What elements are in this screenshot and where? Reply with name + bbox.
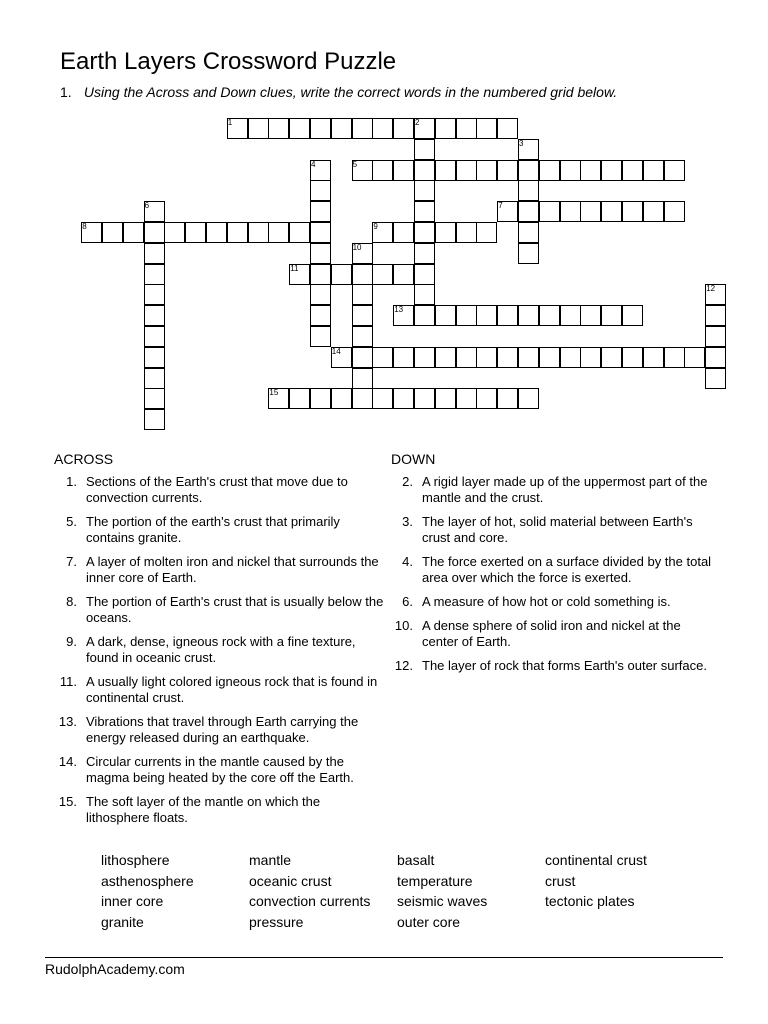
grid-cell[interactable]: [393, 347, 414, 368]
cell-clue-number: 2: [415, 118, 420, 127]
down-clue: [384, 618, 714, 650]
grid-cell[interactable]: [144, 201, 165, 222]
grid-cell[interactable]: [310, 388, 331, 409]
grid-cell[interactable]: [393, 118, 414, 139]
grid-cell[interactable]: [435, 160, 456, 181]
grid-cell[interactable]: [372, 118, 393, 139]
grid-cell[interactable]: [684, 347, 705, 368]
grid-cell[interactable]: [144, 222, 165, 243]
grid-cell[interactable]: [664, 160, 685, 181]
clue-text: The portion of Earth's crust that is usually below the oceans.: [86, 594, 384, 625]
grid-cell[interactable]: [227, 222, 248, 243]
grid-cell[interactable]: [352, 284, 373, 305]
grid-cell[interactable]: [144, 347, 165, 368]
clue-number: 12.: [394, 658, 413, 673]
grid-cell[interactable]: [164, 222, 185, 243]
clue-text: Circular currents in the mantle caused by the magma being heated by the core off the Earth.: [86, 754, 354, 785]
grid-cell[interactable]: [705, 284, 726, 305]
grid-cell[interactable]: [518, 222, 539, 243]
grid-cell[interactable]: [310, 118, 331, 139]
grid-cell[interactable]: [539, 201, 560, 222]
grid-cell[interactable]: [476, 388, 497, 409]
grid-cell[interactable]: [456, 222, 477, 243]
grid-cell[interactable]: [393, 305, 414, 326]
grid-cell[interactable]: [643, 347, 664, 368]
grid-cell[interactable]: [580, 305, 601, 326]
grid-cell[interactable]: [518, 305, 539, 326]
grid-cell[interactable]: [539, 305, 560, 326]
across-clue: [48, 674, 384, 706]
grid-cell[interactable]: [414, 160, 435, 181]
grid-cell[interactable]: [144, 368, 165, 389]
grid-cell[interactable]: [248, 222, 269, 243]
grid-cell[interactable]: [539, 347, 560, 368]
grid-cell[interactable]: [580, 347, 601, 368]
grid-cell[interactable]: [622, 305, 643, 326]
cell-clue-number: 6: [144, 201, 150, 211]
grid-cell[interactable]: [435, 305, 456, 326]
grid-cell[interactable]: [268, 222, 289, 243]
grid-cell[interactable]: [310, 201, 331, 222]
grid-cell[interactable]: [144, 243, 165, 264]
grid-cell[interactable]: [435, 388, 456, 409]
crossword-grid: [0, 0, 768, 450]
grid-cell[interactable]: [268, 388, 289, 409]
grid-cell[interactable]: [476, 118, 497, 139]
grid-cell[interactable]: [705, 347, 726, 368]
cell-clue-number: 3: [519, 138, 524, 148]
grid-cell[interactable]: [352, 243, 373, 264]
clue-text: The force exerted on a surface divided by the total area over which the force is exerted.: [422, 554, 712, 585]
grid-cell[interactable]: [144, 326, 165, 347]
grid-cell[interactable]: [310, 264, 331, 285]
clue-number: 11.: [59, 674, 77, 689]
grid-cell[interactable]: [560, 160, 581, 181]
grid-cell[interactable]: [456, 305, 477, 326]
grid-cell[interactable]: [643, 160, 664, 181]
grid-cell[interactable]: [601, 160, 622, 181]
grid-cell[interactable]: [372, 222, 393, 243]
grid-cell[interactable]: [518, 347, 539, 368]
clue-text: A dark, dense, igneous rock with a fine texture, found in oceanic crust.: [86, 634, 356, 665]
grid-cell[interactable]: [310, 222, 331, 243]
clue-text: A measure of how hot or cold something is.: [422, 594, 671, 609]
grid-cell[interactable]: [414, 180, 435, 201]
grid-cell[interactable]: [705, 368, 726, 389]
grid-cell[interactable]: [456, 347, 477, 368]
grid-cell[interactable]: [393, 222, 414, 243]
word-bank-item: continental crust: [545, 852, 647, 868]
page-title: Earth Layers Crossword Puzzle: [60, 48, 397, 75]
grid-cell[interactable]: [414, 388, 435, 409]
cell-clue-number: 14: [331, 346, 341, 356]
cell-clue-number: 7: [498, 201, 503, 211]
grid-cell[interactable]: [622, 201, 643, 222]
grid-cell[interactable]: [456, 388, 477, 409]
grid-cell[interactable]: [518, 243, 539, 264]
grid-cell[interactable]: [331, 264, 352, 285]
grid-cell[interactable]: [352, 118, 373, 139]
grid-cell[interactable]: [331, 347, 352, 368]
grid-cell[interactable]: [705, 305, 726, 326]
word-bank-item: pressure: [249, 913, 304, 930]
grid-cell[interactable]: [414, 243, 435, 264]
grid-cell[interactable]: [497, 160, 518, 181]
grid-cell[interactable]: [331, 388, 352, 409]
grid-cell[interactable]: [248, 118, 269, 139]
cell-clue-number: 8: [82, 222, 87, 231]
word-bank-item: granite: [101, 913, 144, 930]
clue-number: 6.: [402, 594, 413, 609]
grid-cell[interactable]: [518, 160, 539, 181]
word-bank-item: mantle: [249, 852, 292, 868]
grid-cell[interactable]: [414, 139, 435, 160]
grid-cell[interactable]: [414, 347, 435, 368]
cell-clue-number: 12: [706, 284, 716, 294]
grid-cell[interactable]: [622, 347, 643, 368]
grid-cell[interactable]: [476, 160, 497, 181]
word-bank-item: basalt: [397, 852, 435, 868]
grid-cell[interactable]: [352, 368, 373, 389]
word-bank: [101, 850, 705, 932]
grid-cell[interactable]: [622, 160, 643, 181]
grid-cell[interactable]: [123, 222, 144, 243]
word-bank-item: lithosphere: [101, 852, 170, 868]
grid-cell[interactable]: [310, 160, 331, 181]
grid-cell[interactable]: [518, 388, 539, 409]
grid-cell[interactable]: [435, 222, 456, 243]
grid-cell[interactable]: [144, 305, 165, 326]
grid-cell[interactable]: [414, 118, 435, 139]
grid-cell[interactable]: [643, 201, 664, 222]
grid-cell[interactable]: [560, 305, 581, 326]
down-heading: DOWN: [391, 451, 436, 467]
grid-cell[interactable]: [289, 222, 310, 243]
grid-cell[interactable]: [476, 222, 497, 243]
grid-cell[interactable]: [310, 326, 331, 347]
grid-cell[interactable]: [372, 347, 393, 368]
grid-cell[interactable]: [580, 201, 601, 222]
grid-cell[interactable]: [185, 222, 206, 243]
clue-text: A usually light colored igneous rock that is found in continental crust.: [86, 674, 378, 705]
grid-cell[interactable]: [144, 388, 165, 409]
grid-cell[interactable]: [560, 347, 581, 368]
grid-cell[interactable]: [393, 160, 414, 181]
grid-cell[interactable]: [435, 347, 456, 368]
grid-cell[interactable]: [352, 160, 373, 181]
grid-cell[interactable]: [414, 201, 435, 222]
clue-number: 3.: [402, 514, 413, 529]
clue-number: 13.: [58, 714, 77, 729]
across-clue: [48, 554, 384, 586]
down-clue: [384, 514, 714, 546]
across-clue: [48, 634, 384, 666]
grid-cell[interactable]: [456, 118, 477, 139]
across-clue: [48, 714, 384, 746]
grid-cell[interactable]: [102, 222, 123, 243]
word-bank-item: convection currents: [249, 893, 371, 909]
footer-divider: [45, 957, 723, 958]
clue-text: The soft layer of the mantle on which the lithosphere floats.: [86, 794, 321, 825]
across-clue: [48, 514, 384, 546]
instruction-text: Using the Across and Down clues, write the correct words in the numbered grid below.: [83, 84, 618, 100]
grid-cell[interactable]: [518, 201, 539, 222]
across-clue: [48, 594, 384, 626]
grid-cell[interactable]: [331, 118, 352, 139]
clue-number: 8.: [66, 594, 77, 609]
grid-cell[interactable]: [497, 305, 518, 326]
clue-text: Sections of the Earth's crust that move due to convection currents.: [86, 474, 348, 505]
grid-cell[interactable]: [456, 160, 477, 181]
cell-clue-number: 9: [373, 222, 378, 231]
word-bank-item: outer core: [397, 913, 461, 930]
grid-cell[interactable]: [372, 160, 393, 181]
grid-cell[interactable]: [518, 139, 539, 160]
across-heading: ACROSS: [54, 451, 114, 467]
grid-cell[interactable]: [310, 284, 331, 305]
grid-cell[interactable]: [414, 222, 435, 243]
cell-clue-number: 4: [311, 159, 316, 169]
grid-cell[interactable]: [310, 243, 331, 264]
footer-text: RudolphAcademy.com: [45, 961, 185, 977]
cell-clue-number: 5: [352, 159, 358, 169]
clue-number: 5.: [66, 514, 77, 529]
grid-cell[interactable]: [352, 347, 373, 368]
grid-cell[interactable]: [372, 388, 393, 409]
clue-number: 14.: [58, 754, 77, 769]
cell-clue-number: 13: [394, 305, 404, 315]
grid-cell[interactable]: [601, 201, 622, 222]
down-clue: [384, 474, 714, 506]
clue-number: 2.: [402, 474, 413, 489]
grid-cell[interactable]: [144, 409, 165, 430]
grid-cell[interactable]: [81, 222, 102, 243]
clue-number: 1.: [66, 474, 77, 489]
grid-cell[interactable]: [227, 118, 248, 139]
grid-cell[interactable]: [289, 388, 310, 409]
across-clue-list: [48, 474, 384, 834]
word-bank-item: seismic waves: [397, 893, 488, 909]
grid-cell[interactable]: [352, 264, 373, 285]
down-clue: [384, 658, 714, 674]
grid-cell[interactable]: [393, 264, 414, 285]
grid-cell[interactable]: [310, 305, 331, 326]
cell-clue-number: 10: [352, 242, 362, 252]
grid-cell[interactable]: [352, 305, 373, 326]
grid-cell[interactable]: [476, 305, 497, 326]
clue-text: The layer of hot, solid material between Earth's crust and core.: [422, 514, 693, 545]
grid-cell[interactable]: [289, 118, 310, 139]
clue-number: 9.: [66, 634, 77, 649]
grid-cell[interactable]: [476, 347, 497, 368]
grid-cell[interactable]: [497, 201, 518, 222]
across-clue: [48, 474, 384, 506]
grid-cell[interactable]: [393, 388, 414, 409]
word-bank-item: asthenosphere: [101, 872, 194, 889]
grid-cell[interactable]: [601, 347, 622, 368]
word-bank-item: crust: [545, 872, 576, 889]
grid-cell[interactable]: [497, 118, 518, 139]
clue-text: The layer of rock that forms Earth's outer surface.: [422, 658, 707, 673]
clue-text: The portion of the earth's crust that primarily contains granite.: [86, 514, 340, 545]
clue-text: A dense sphere of solid iron and nickel at the center of Earth.: [422, 618, 681, 649]
down-clue-list: [384, 474, 714, 682]
clue-text: A rigid layer made up of the uppermost part of the mantle and the crust.: [422, 474, 708, 505]
grid-cell[interactable]: [414, 264, 435, 285]
instruction-number: 1.: [60, 84, 72, 100]
grid-cell[interactable]: [497, 388, 518, 409]
grid-cell[interactable]: [372, 264, 393, 285]
grid-cell[interactable]: [144, 264, 165, 285]
cell-clue-number: 1: [227, 118, 233, 127]
across-clue: [48, 794, 384, 826]
down-clue: [384, 554, 714, 586]
grid-cell[interactable]: [289, 264, 310, 285]
cell-clue-number: 11: [290, 263, 299, 273]
grid-cell[interactable]: [414, 305, 435, 326]
grid-cell[interactable]: [144, 284, 165, 305]
grid-cell[interactable]: [310, 180, 331, 201]
clue-text: A layer of molten iron and nickel that surrounds the inner core of Earth.: [86, 554, 379, 585]
clue-text: Vibrations that travel through Earth carrying the energy released during an earthquake.: [86, 714, 359, 745]
grid-cell[interactable]: [518, 180, 539, 201]
grid-cell[interactable]: [414, 284, 435, 305]
grid-cell[interactable]: [664, 347, 685, 368]
clue-number: 7.: [66, 554, 77, 569]
grid-cell[interactable]: [206, 222, 227, 243]
grid-cell[interactable]: [664, 201, 685, 222]
grid-cell[interactable]: [352, 326, 373, 347]
grid-cell[interactable]: [352, 388, 373, 409]
grid-cell[interactable]: [497, 347, 518, 368]
down-clue: [384, 594, 714, 610]
grid-cell[interactable]: [601, 305, 622, 326]
cell-clue-number: 15: [269, 388, 279, 398]
across-clue: [48, 754, 384, 786]
grid-cell[interactable]: [268, 118, 289, 139]
grid-cell[interactable]: [580, 160, 601, 181]
grid-cell[interactable]: [539, 160, 560, 181]
grid-cell[interactable]: [705, 326, 726, 347]
word-bank-item: inner core: [101, 893, 164, 909]
grid-cell[interactable]: [435, 118, 456, 139]
clue-number: 4.: [402, 554, 413, 569]
word-bank-item: tectonic plates: [545, 893, 635, 909]
clue-number: 10.: [394, 618, 413, 633]
word-bank-item: oceanic crust: [249, 872, 332, 889]
grid-cell[interactable]: [560, 201, 581, 222]
clue-number: 15.: [58, 794, 77, 809]
word-bank-item: temperature: [397, 872, 473, 889]
